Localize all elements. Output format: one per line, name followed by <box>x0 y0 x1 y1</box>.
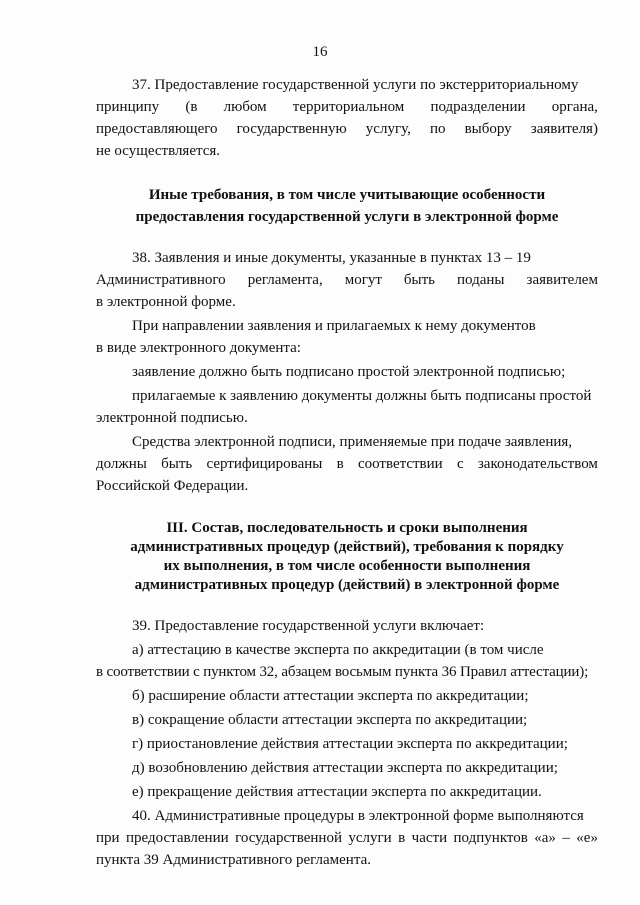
paragraph-39-item-b: б) расширение области аттестации эксперта по аккредитации; <box>132 688 529 704</box>
paragraph-line: 40. Административные процедуры в электронной форме выполняются <box>132 808 584 824</box>
word: при <box>96 830 120 846</box>
word: «а» <box>534 830 556 846</box>
word: могут <box>344 272 382 288</box>
paragraph-line: прилагаемые к заявлению документы должны быть подписаны простой <box>132 388 592 404</box>
word: подпунктов <box>453 830 528 846</box>
word: соответствии <box>357 456 443 472</box>
paragraph-38-electronic-doc <box>96 315 598 359</box>
paragraph-38-line-3: в электронной форме. <box>96 294 236 310</box>
paragraph-line-justified <box>96 453 598 475</box>
word: – <box>562 830 570 846</box>
word: быть <box>161 456 193 472</box>
word: предоставлении <box>125 830 229 846</box>
word: регламента, <box>247 272 323 288</box>
heading-line: административных процедур (действий) в электронной форме <box>134 577 560 593</box>
page-number: 16 <box>312 44 328 60</box>
paragraph-37 <box>96 74 598 162</box>
heading-line: Иные требования, в том числе учитывающие особенности <box>148 187 546 203</box>
word: выбору <box>464 121 512 137</box>
paragraph-line: электронной подписью. <box>96 410 248 426</box>
word: подразделении <box>430 99 526 115</box>
word: «е» <box>576 830 598 846</box>
word: принципу <box>96 99 160 115</box>
word: органа, <box>551 99 598 115</box>
word: услуги <box>348 830 392 846</box>
paragraph-line: в виде электронного документа: <box>96 340 301 356</box>
section-heading-iii <box>96 519 598 595</box>
paragraph-40 <box>96 805 598 871</box>
paragraph-39-item-e: д) возобновлению действия аттестации эксперта по аккредитации; <box>132 760 558 776</box>
word: в <box>398 830 406 846</box>
paragraph-38-signature-tools <box>96 431 598 497</box>
word: должны <box>96 456 147 472</box>
paragraph-line: в соответствии с пунктом 32, абзацем восьмым пункта 36 Правил аттестации); <box>96 664 589 680</box>
paragraph-37-line-3 <box>96 118 598 140</box>
word: с <box>456 456 464 472</box>
word: по <box>429 121 446 137</box>
word: сертифицированы <box>206 456 323 472</box>
paragraph-39-item-a <box>96 639 598 683</box>
word: поданы <box>457 272 505 288</box>
word: государственной <box>235 830 342 846</box>
heading-line: предоставления государственной услуги в электронной форме <box>135 209 559 225</box>
heading-line: административных процедур (действий), требования к порядку <box>130 539 564 555</box>
word: (в <box>185 99 198 115</box>
word: территориальном <box>292 99 405 115</box>
heading-line: III. Состав, последовательность и сроки выполнения <box>166 520 528 536</box>
paragraph-39-item-c: в) сокращение области аттестации эксперта по аккредитации; <box>132 712 528 728</box>
paragraph-line-justified <box>96 827 598 849</box>
paragraph-38-line-2 <box>96 269 598 291</box>
paragraph-37-line-2 <box>96 96 598 118</box>
word: государственную <box>236 121 347 137</box>
paragraph-line: При направлении заявления и прилагаемых к нему документов <box>132 318 536 334</box>
word: заявителем <box>526 272 598 288</box>
paragraph-37-line-1: 37. Предоставление государственной услуги по экстерриториальному <box>132 77 579 93</box>
paragraph-line: Средства электронной подписи, применяемые при подаче заявления, <box>132 434 573 450</box>
paragraph-39-item-f: е) прекращение действия аттестации эксперта по аккредитации. <box>132 784 542 800</box>
word: Административного <box>96 272 226 288</box>
heading-line: их выполнения, в том числе особенности выполнения <box>163 558 531 574</box>
paragraph-line: Российской Федерации. <box>96 478 249 494</box>
document-body <box>96 74 598 871</box>
paragraph-39-item-d: г) приостановление действия аттестации эксперта по аккредитации; <box>132 736 568 752</box>
paragraph-37-line-4: не осуществляется. <box>96 143 221 159</box>
word: предоставляющего <box>96 121 218 137</box>
word: услугу, <box>365 121 411 137</box>
paragraph-38-line-1: 38. Заявления и иные документы, указанные в пунктах 13 – 19 <box>132 250 531 266</box>
paragraph-38-attachments-signature <box>96 385 598 429</box>
word: части <box>411 830 448 846</box>
word: заявителя) <box>530 121 598 137</box>
word: любом <box>223 99 267 115</box>
word: в <box>336 456 344 472</box>
paragraph-line: пункта 39 Административного регламента. <box>96 852 371 868</box>
word: быть <box>403 272 436 288</box>
word: законодательством <box>477 456 598 472</box>
paragraph-line: а) аттестацию в качестве эксперта по аккредитации (в том числе <box>132 642 544 658</box>
paragraph-38 <box>96 247 598 313</box>
section-heading-other-requirements <box>96 184 598 228</box>
paragraph-38-application-signature: заявление должно быть подписано простой электронной подписью; <box>132 364 566 380</box>
paragraph-39: 39. Предоставление государственной услуги включает: <box>132 618 485 634</box>
